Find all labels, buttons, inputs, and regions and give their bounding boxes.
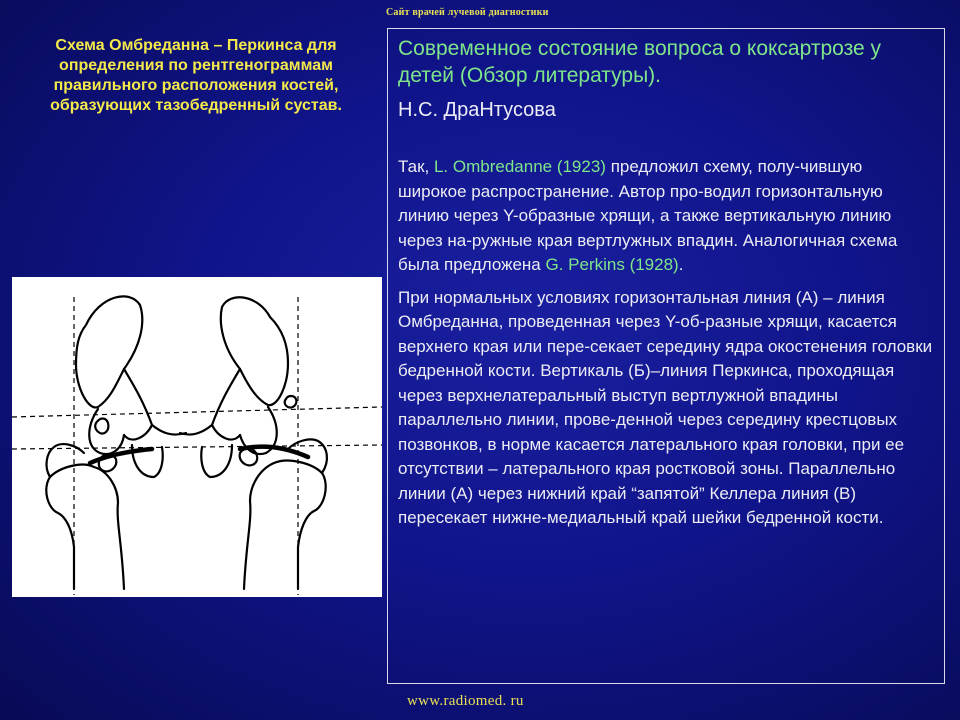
footer-site-url[interactable]: www.radiomed. ru [407,693,524,709]
right-pelvis-outline [212,369,240,440]
hip-scheme-drawing [12,277,382,597]
right-femur [274,461,326,589]
article-title: Современное состояние вопроса о коксартрозе у детей (Обзор литературы). [398,37,881,87]
ref-ombredanne: L. Ombredanne (1923) [433,157,606,176]
right-head-nucleus [240,449,258,466]
right-pubis [180,425,212,435]
right-femur-inner [244,463,274,589]
left-ossicle [95,419,108,434]
right-ossicle [285,396,297,408]
paragraph-norms: При нормальных условиях горизонтальная линия (А) – линия Омбреданна, проведенная через Y-об-разные хрящи, касается верхнего края или пере-секает середину ядра окостенения головки бедренной кости. Вертикаль (Б)–линия Перкинса, проходящая через верхнелатеральный выступ вертлужной впадины параллельно линии, прове-денной через середину крестцовых позвонков, в норме касается латерального края головки, при ее отсутствии – латерального края ростковой зоны. Параллельно линии (А) через нижний край “запятой” Келлера линия (В) пересекает нижне-медиальный край шейки бедренной кости. [398,287,933,527]
figure-caption: Схема Омбреданна – Перкинса для определения по рентгенограммам правильного расположения костей, образующих тазобедренный сустав. [50,37,342,114]
site-header-title: Сайт врачей лучевой диагностики [386,7,549,18]
right-ischium [201,445,232,477]
left-keller-line [90,449,152,463]
article-panel [387,28,945,684]
keller-parallel-line [12,445,382,449]
p1-part1: Так, [398,157,434,176]
left-femur [46,465,94,589]
left-ilium [76,296,142,407]
right-ilium [221,297,288,405]
left-pelvis-outline [124,369,152,440]
article-author: Н.С. ДраНтусова [398,99,556,121]
p1-part3: . [678,255,684,274]
ref-perkins: G. Perkins (1928) [545,255,679,274]
left-femur-inner [94,467,124,589]
p1-part2: предложил схему, полу-чившую широкое распространение. Автор про-водил горизонтальную линию через Y-образные хрящи, а также вертикальную линию через на-ружные края вертлужных впадин. Аналогичная схема была предложена [398,157,898,274]
paragraph-history [398,155,934,278]
hip-joint-diagram [12,277,382,597]
ombredanne-line [12,407,382,417]
